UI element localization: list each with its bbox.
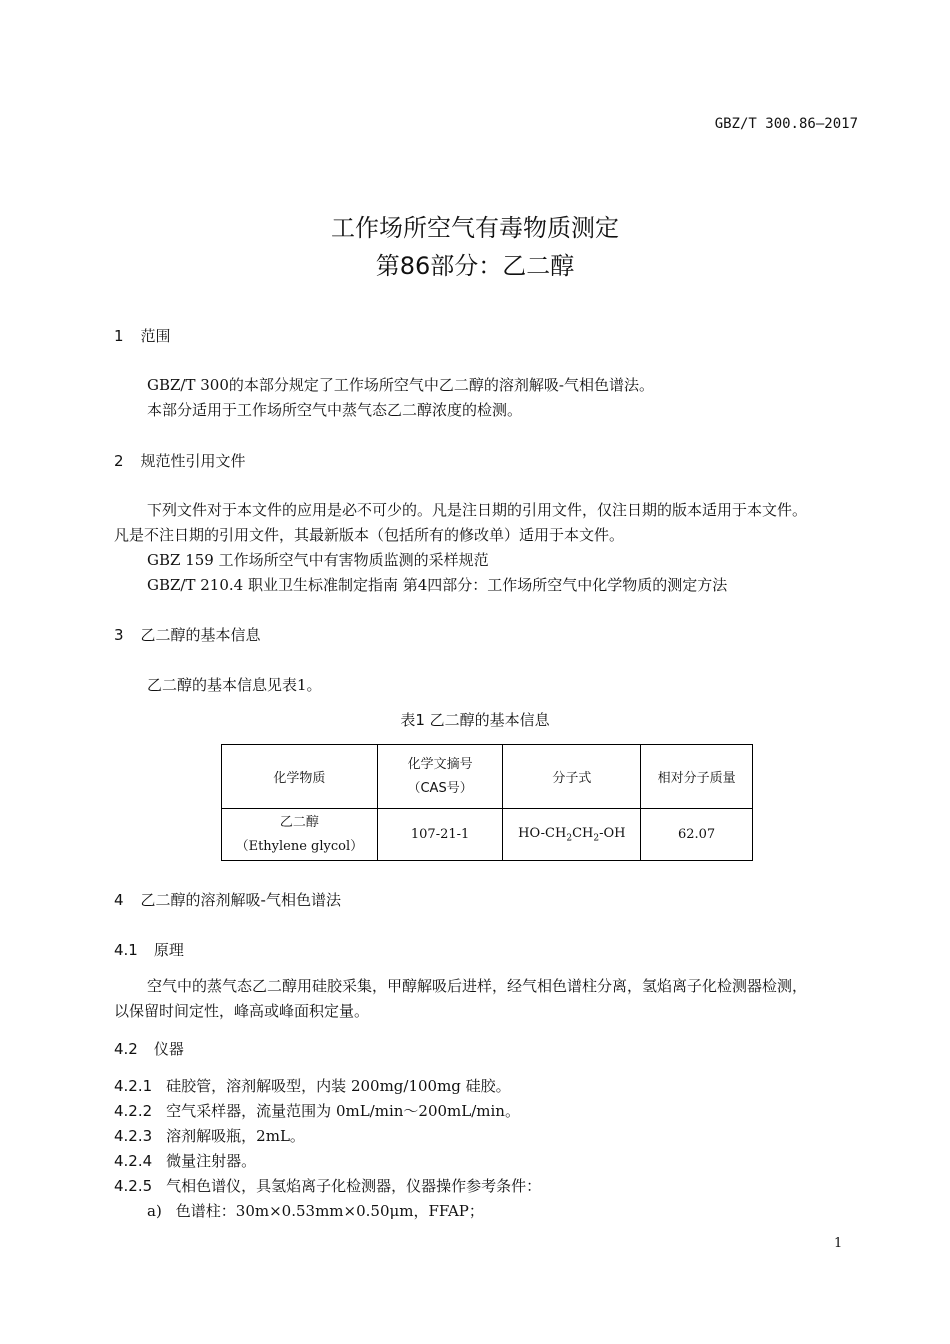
section-2-heading xyxy=(114,450,246,471)
formula-subscript: 2 xyxy=(593,833,600,844)
section-title: 原理 xyxy=(153,941,184,959)
item-number: 4.2.2 xyxy=(114,1102,153,1120)
paragraph: 下列文件对于本文件的应用是必不可少的。凡是注日期的引用文件，仅注日期的版本适用于本文件。 xyxy=(147,501,808,519)
header-line: 化学文摘号 xyxy=(407,756,473,772)
list-item xyxy=(114,1125,305,1146)
chemical-name-cn: 乙二醇 xyxy=(279,814,319,830)
table-caption: 表1 乙二醇的基本信息 xyxy=(400,711,550,729)
table-cell: 107-21-1 xyxy=(377,809,503,861)
section-title: 乙二醇的溶剂解吸-气相色谱法 xyxy=(140,891,341,909)
item-number: 4.2.3 xyxy=(114,1127,153,1145)
item-text: 硅胶管，溶剂解吸型，内装 200mg/100mg 硅胶。 xyxy=(166,1077,511,1095)
section-title: 仪器 xyxy=(153,1040,184,1058)
subsection-4-1-heading xyxy=(114,939,184,960)
section-number: 3 xyxy=(114,626,124,644)
formula-part: HO-CH xyxy=(518,825,567,841)
subsection-4-2-heading xyxy=(114,1038,184,1059)
table-cell: 62.07 xyxy=(641,809,753,861)
document-title: 工作场所空气有毒物质测定 xyxy=(331,214,619,242)
list-item xyxy=(114,1175,541,1196)
header-line: （CAS号） xyxy=(407,780,473,796)
table-header-cell: 分子式 xyxy=(503,745,641,809)
section-1-heading xyxy=(114,325,171,346)
formula-subscript: 2 xyxy=(566,833,573,844)
table-cell xyxy=(503,809,641,861)
item-number: 4.2.4 xyxy=(114,1152,153,1170)
page-number: 1 xyxy=(834,1236,843,1251)
paragraph: GBZ/T 300的本部分规定了工作场所空气中乙二醇的溶剂解吸-气相色谱法。 xyxy=(147,376,654,394)
item-number: 4.2.5 xyxy=(114,1177,153,1195)
section-number: 2 xyxy=(114,452,124,470)
table-header-cell xyxy=(377,745,503,809)
item-number: 4.2.1 xyxy=(114,1077,153,1095)
item-text: 溶剂解吸瓶，2mL。 xyxy=(166,1127,305,1145)
formula-part: -OH xyxy=(599,825,626,841)
chemical-name-en: （Ethylene glycol） xyxy=(235,838,364,854)
table-header-cell: 相对分子质量 xyxy=(641,745,753,809)
standard-number: GBZ/T 300.86—2017 xyxy=(714,116,858,132)
section-title: 乙二醇的基本信息 xyxy=(140,626,261,644)
list-item xyxy=(114,1150,256,1171)
paragraph: 凡是不注日期的引用文件，其最新版本（包括所有的修改单）适用于本文件。 xyxy=(114,526,625,544)
table-cell xyxy=(222,809,378,861)
item-text: 微量注射器。 xyxy=(166,1152,257,1170)
section-3-heading xyxy=(114,624,261,645)
paragraph: 本部分适用于工作场所空气中蒸气态乙二醇浓度的检测。 xyxy=(147,401,523,419)
document-subtitle: 第86部分：乙二醇 xyxy=(375,252,575,280)
formula-part: CH xyxy=(572,825,594,841)
section-number: 4.2 xyxy=(114,1040,138,1058)
section-4-heading xyxy=(114,889,341,910)
section-number: 1 xyxy=(114,327,124,345)
item-text: 空气采样器，流量范围为 0mL/min～200mL/min。 xyxy=(166,1102,520,1120)
item-text: 气相色谱仪，具氢焰离子化检测器，仪器操作参考条件： xyxy=(166,1177,542,1195)
section-number: 4 xyxy=(114,891,124,909)
table-header-row xyxy=(222,745,753,809)
sub-item-text: 色谱柱：30m×0.53mm×0.50μm，FFAP； xyxy=(175,1202,484,1220)
table-row xyxy=(222,809,753,861)
sub-item-label: a) xyxy=(147,1202,162,1220)
reference-item: GBZ/T 210.4 职业卫生标准制定指南 第4四部分：工作场所空气中化学物质的测定方法 xyxy=(147,576,728,594)
section-title: 范围 xyxy=(140,327,171,345)
table-header-cell: 化学物质 xyxy=(222,745,378,809)
list-item xyxy=(114,1100,520,1121)
list-sub-item xyxy=(147,1200,484,1221)
basic-info-table xyxy=(221,744,753,861)
section-number: 4.1 xyxy=(114,941,138,959)
paragraph: 空气中的蒸气态乙二醇用硅胶采集，甲醇解吸后进样，经气相色谱柱分离，氢焰离子化检测器检测， xyxy=(147,977,808,995)
paragraph: 乙二醇的基本信息见表1。 xyxy=(147,676,322,694)
reference-item: GBZ 159 工作场所空气中有害物质监测的采样规范 xyxy=(147,551,489,569)
list-item xyxy=(114,1075,511,1096)
paragraph: 以保留时间定性，峰高或峰面积定量。 xyxy=(114,1002,370,1020)
section-title: 规范性引用文件 xyxy=(140,452,246,470)
